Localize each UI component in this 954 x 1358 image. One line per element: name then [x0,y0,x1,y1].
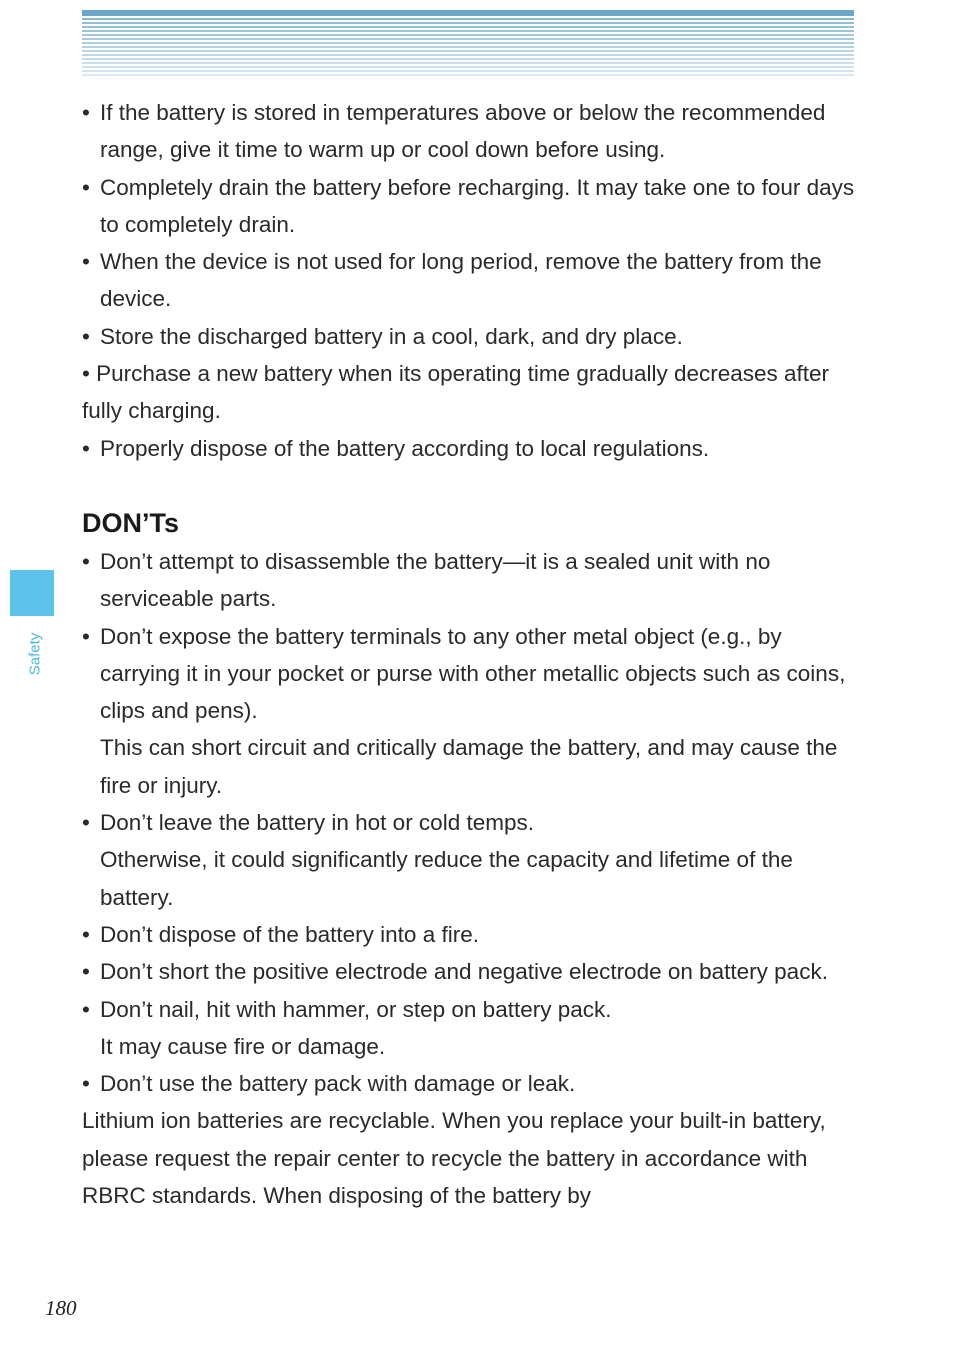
bullet: • [82,1071,90,1097]
section-heading: DON’Ts [82,507,180,538]
list-item: • Properly dispose of the battery according to local regulations. [82,430,862,467]
closing-paragraph: Lithium ion batteries are recyclable. When you replace your built-in battery, please request the repair center to recycle the battery in accordance with RBRC standards. When disposing of the battery by [82,1108,826,1209]
bullet: • [82,249,90,275]
list-item: • If the battery is stored in temperatures above or below the recommended range, give it time to warm up or cool down before using. [82,94,862,169]
list-item: • Don’t use the battery pack with damage or leak. [82,1065,862,1102]
bullet: • [82,921,90,947]
list-item: • When the device is not used for long period, remove the battery from the device. [82,243,862,318]
list-item: • Store the discharged battery in a cool, dark, and dry place. [82,318,862,355]
list-item: • Don’t dispose of the battery into a fire. [82,916,862,953]
dos-list [82,94,862,467]
header-top-line [82,10,854,16]
list-item: • Completely drain the battery before recharging. It may take one to four days to completely drain. [82,169,862,244]
bullet: • [82,100,90,125]
section-tab-label: Safety [26,632,44,676]
header-decoration [82,10,854,78]
bullet: • [82,174,90,200]
bullet: • [82,548,90,574]
bullet: • [82,361,97,387]
page-content [82,94,862,1214]
donts-list [82,543,862,1102]
bullet: • [82,623,90,649]
item-note: It may cause fire or damage. [100,1033,386,1059]
list-item: • Don’t attempt to disassemble the battery—it is a sealed unit with no serviceable parts. [82,543,862,618]
page-number: 180 [45,1296,77,1320]
list-item: • Purchase a new battery when its operating time gradually decreases after fully charging. [82,361,830,424]
bullet: • [82,435,90,461]
bullet: • [82,323,90,349]
item-note: Otherwise, it could significantly reduce the capacity and lifetime of the battery. [100,847,793,910]
list-item: • Don’t short the positive electrode and negative electrode on battery pack. [82,953,862,990]
bullet: • [82,996,90,1022]
list-item: • Don’t nail, hit with hammer, or step on battery pack. It may cause fire or damage. [82,991,862,1066]
list-item: • Don’t expose the battery terminals to any other metal object (e.g., by carrying it in your pocket or purse with other metallic objects such as coins, clips and pens). This can short circuit and critically damage the battery, and may cause the fire or injury. [82,618,862,804]
item-note: This can short circuit and critically damage the battery, and may cause the fire or injury. [100,735,838,798]
list-item: • Don’t leave the battery in hot or cold temps. Otherwise, it could significantly reduce the capacity and lifetime of the battery. [82,804,862,916]
bullet: • [82,810,90,836]
bullet: • [82,959,90,985]
section-tab [10,570,54,616]
